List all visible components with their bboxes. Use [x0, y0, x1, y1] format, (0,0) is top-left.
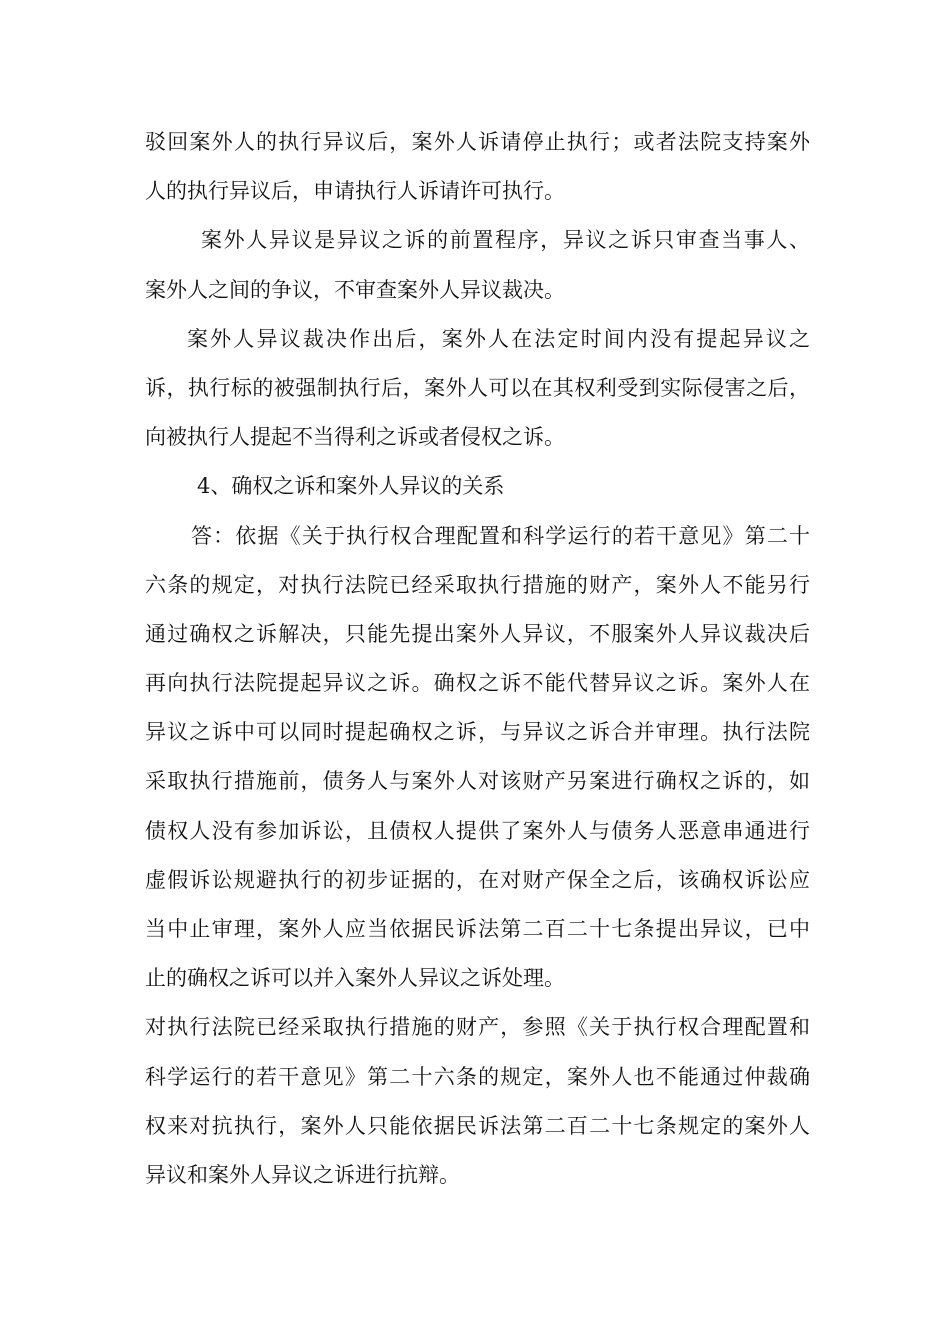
text-line: 案外人之间的争议，不审查案外人异议裁决。: [145, 277, 565, 302]
text-line: 案外人异议裁决作出后，案外人在法定时间内没有提起异议之: [187, 326, 810, 351]
text-line: 科学运行的若干意见》第二十六条的规定，案外人也不能通过仲裁确: [145, 1064, 810, 1089]
text-line: 对执行法院已经采取执行措施的财产，参照《关于执行权合理配置和: [145, 1015, 810, 1040]
text-line: 权来对抗执行，案外人只能依据民诉法第二百二十七条规定的案外人: [145, 1113, 810, 1138]
text-line: 六条的规定，对执行法院已经采取执行措施的财产，案外人不能另行: [145, 572, 810, 597]
text-line: 驳回案外人的执行异议后，案外人诉请停止执行；或者法院支持案外: [145, 130, 810, 154]
text-line: 异议和案外人异议之诉进行抗辩。: [145, 1162, 460, 1187]
text-line: 当中止审理，案外人应当依据民诉法第二百二十七条提出异议，已中: [145, 917, 810, 941]
text-line: 答：依据《关于执行权合理配置和科学运行的若干意见》第二十: [191, 523, 810, 548]
text-line: 虚假诉讼规避执行的初步证据的，在对财产保全之后，该确权诉讼应: [145, 867, 810, 892]
text-line: 案外人异议是异议之诉的前置程序，异议之诉只审查当事人、: [201, 228, 810, 253]
text-line: 异议之诉中可以同时提起确权之诉，与异议之诉合并审理。执行法院: [145, 720, 810, 745]
text-line: 止的确权之诉可以并入案外人异议之诉处理。: [145, 966, 565, 991]
text-line: 向被执行人提起不当得利之诉或者侵权之诉。: [145, 425, 565, 450]
text-line: 通过确权之诉解决，只能先提出案外人异议，不服案外人异议裁决后: [145, 621, 810, 646]
text-line: 诉，执行标的被强制执行后，案外人可以在其权利受到实际侵害之后，: [145, 375, 810, 400]
text-line: 债权人没有参加诉讼，且债权人提供了案外人与债务人恶意串通进行: [145, 818, 810, 843]
text-line: 再向执行法院提起异议之诉。确权之诉不能代替异议之诉。案外人在: [145, 671, 810, 696]
text-line: 采取执行措施前，债务人与案外人对该财产另案进行确权之诉的，如: [145, 769, 810, 794]
document-body: [145, 118, 810, 1200]
section-heading: 4、确权之诉和案外人异议的关系: [197, 474, 505, 499]
text-line: 人的执行异议后，申请执行人诉请许可执行。: [145, 179, 565, 204]
